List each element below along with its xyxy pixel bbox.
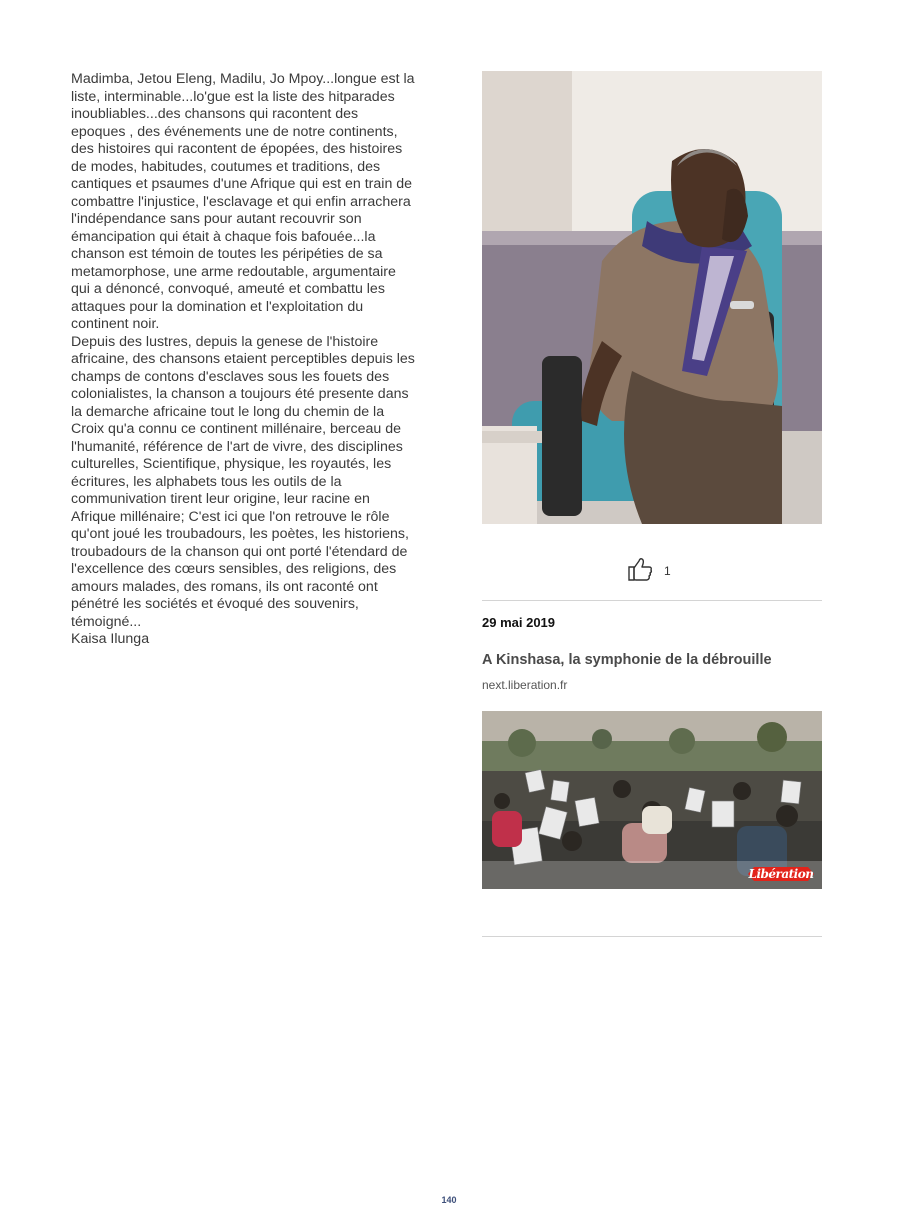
thumbs-up-icon[interactable] [626,556,654,582]
article-text [71,71,416,649]
article-paragraph-1: Madimba, Jetou Eleng, Madilu, Jo Mpoy...longue est la liste, interminable...lo'gue est la liste des hitparades inoubliables...des chansons qui racontent des epoques , des événements une de notre continents, des histoires qui racontent de épopées, des histoires de modes, habitudes, coutumes et traditions, des cantiques et psaumes d'une Afrique qui est en train de combattre l'injustice, l'esclavage et qui enfin arrachera l'indépendance sans pour autant recouvrir son émancipation qui était à chaque fois bafouée...la chanson est témoin de toutes les péripéties de sa metamorphose, une arme redoutable, argumentaire qui a dénoncé, convoqué, ameuté et combattu les attaques pour la domination et l'exploitation du continent noir. [71,71,415,332]
like-count: 1 [664,564,671,578]
shared-link-image[interactable] [482,711,822,889]
post-date: 29 mai 2019 [482,615,556,630]
portrait-illustration [482,71,822,524]
liberation-logo [748,863,814,885]
like-control[interactable] [626,556,671,582]
shared-link-source[interactable]: next.liberation.fr [482,678,568,692]
article-paragraph-2: Depuis des lustres, depuis la genese de l'histoire africaine, des chansons etaient perceptibles depuis les champs de contons d'esclaves sous les fouets des colonialistes, la chanson a toujours été presente dans la demarche africaine tout le long du chemin de la Croix qu'a connu ce continent millénaire, berceau de l'humanité, référence de l'art de vivre, des disciplines culturelles, Scientifique, physique, les royautés, les écritures, les alphabets tous les outils de la communivation tirent leur origine, leur racine en Afrique millénaire; C'est ici que l'on retrouve le rôle qu'ont joué les troubadours, les poètes, les historiens, troubadours de la chanson qui ont porté l'étendard de l'excellence des cœurs sensibles, des religions, des amours malades, des romans, ils ont raconté ont pénétré les sociétés et évoqué des souvenirs, témoigné... [71,333,415,630]
logo-text: Libération [748,867,814,881]
portrait-photo[interactable] [482,71,822,524]
article-author: Kaisa Ilunga [71,631,150,647]
divider [482,600,822,601]
divider-bottom [482,936,822,937]
shared-link-title[interactable]: A Kinshasa, la symphonie de la débrouille [482,652,772,668]
page-number: 140 [441,1195,457,1205]
